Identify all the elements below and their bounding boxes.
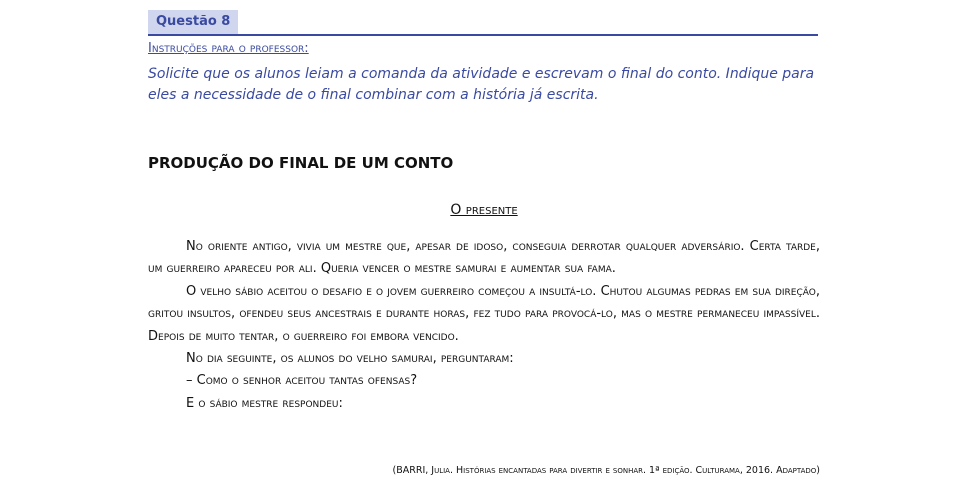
- story-paragraph: No oriente antigo, vivia um mestre que, apesar de idoso, conseguia derrotar qualquer adversário. Certa tarde, um guerreiro apareceu por ali. Queria vencer o mestre samurai e aumentar sua fama.: [148, 239, 820, 277]
- instructions-heading: Instruções para o professor:: [148, 41, 309, 56]
- story-closing: E o sábio mestre respondeu:: [186, 395, 343, 411]
- worksheet-page: [148, 0, 820, 485]
- citation: (BARRI, Julia. Histórias encantadas para divertir e sonhar. 1ª edição. Culturama, 2016. Adaptado): [392, 465, 820, 476]
- story-text: [148, 236, 820, 415]
- story-paragraph: No dia seguinte, os alunos do velho samurai, perguntaram:: [186, 351, 514, 367]
- story-dialogue: – Como o senhor aceitou tantas ofensas?: [186, 373, 418, 389]
- story-title: O presente: [450, 202, 518, 218]
- instructions-text: Solicite que os alunos leiam a comanda da atividade e escrevam o final do conto. Indique para eles a necessidade de o final combinar com a história já escrita.: [148, 66, 815, 103]
- question-label: Questão 8: [148, 10, 238, 34]
- story-paragraph: O velho sábio aceitou o desafio e o jovem guerreiro começou a insultá-lo. Chutou algumas pedras em sua direção, gritou insultos, ofendeu seus ancestrais e durante horas, fez tudo para provocá-lo, mas o mestre permaneceu impassível. Depois de muito tentar, o guerreiro foi embora vencido.: [148, 283, 820, 344]
- section-title: PRODUÇÃO DO FINAL DE UM CONTO: [148, 154, 454, 172]
- header-rule: [148, 34, 818, 36]
